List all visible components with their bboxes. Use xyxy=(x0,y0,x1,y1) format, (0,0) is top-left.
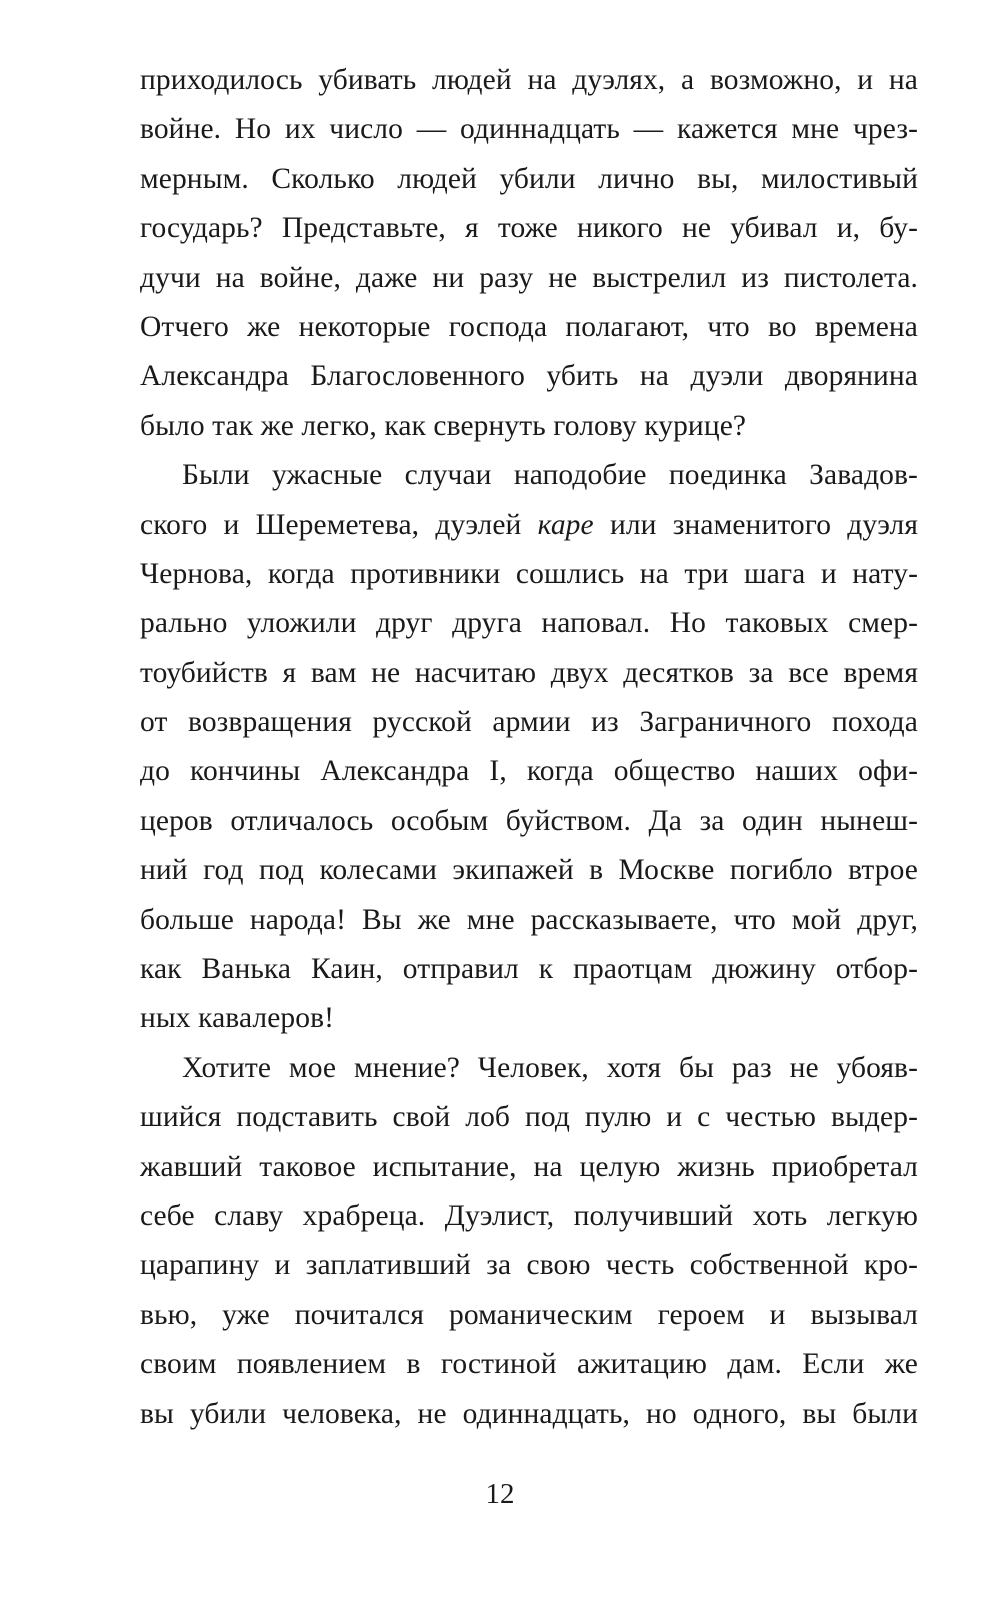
text-line: вы убили человека, не одиннадцать, но одного, вы были xyxy=(140,1397,918,1430)
text-line: больше народа! Вы же мне рассказываете, что мой друг, xyxy=(140,903,918,936)
text-line: шийся подставить свой лоб под пулю и с честью выдер- xyxy=(140,1101,918,1134)
text-line: вью, уже почитался романическим героем и вызывал xyxy=(140,1298,918,1331)
text-line xyxy=(140,501,918,550)
text-line: ний год под колесами экипажей в Москве погибло втрое xyxy=(140,854,918,887)
text-line: приходилось убивать людей на дуэлях, а возможно, и на xyxy=(140,64,918,96)
text-line: мерным. Сколько людей убили лично вы, милостивый xyxy=(140,162,918,195)
body-text xyxy=(140,56,918,1439)
text-line: себе славу храбреца. Дуэлист, получивший хоть легкую xyxy=(140,1199,918,1232)
text-line: от возвращения русской армии из Заграничного похода xyxy=(140,706,918,739)
text-line: Александра Благословенного убить на дуэли дворянина xyxy=(140,360,918,393)
text-line: рально уложили друг друга наповал. Но таковых смер- xyxy=(140,607,918,640)
text-line: жавший таковое испытание, на целую жизнь приобретал xyxy=(140,1150,918,1183)
text-line: дучи на войне, даже ни разу не выстрелил из пистолета. xyxy=(140,261,918,294)
text-line: как Ванька Каин, отправил к праотцам дюжину отбор- xyxy=(140,953,918,986)
text-line: Были ужасные случаи наподобие поединка Завадов- xyxy=(182,459,918,492)
text-line: Чернова, когда противники сошлись на три шага и нату- xyxy=(140,557,918,590)
text-line: Хотите мое мнение? Человек, хотя бы раз не убояв- xyxy=(182,1051,918,1084)
text-line: войне. Но их число — одиннадцать — кажется мне чрез- xyxy=(140,113,918,146)
text-run: ского и Шереметева, дуэлей xyxy=(140,508,538,541)
text-line: царапину и заплативший за свою честь собственной кро- xyxy=(140,1249,918,1282)
text-line: было так же легко, как свернуть голову курице? xyxy=(140,409,747,442)
text-run: или знаменитого дуэля xyxy=(593,508,918,541)
text-line: своим появлением в гостиной ажитацию дам. Если же xyxy=(140,1348,918,1381)
text-line: государь? Представьте, я тоже никого не убивал и, бу- xyxy=(140,212,918,245)
text-line: церов отличалось особым буйством. Да за один нынеш- xyxy=(140,804,918,837)
italic-word: каре xyxy=(537,508,594,541)
page-number: 12 xyxy=(485,1478,515,1510)
text-line: до кончины Александра I, когда общество наших офи- xyxy=(140,755,918,788)
text-line: ных кавалеров! xyxy=(140,1002,335,1035)
text-line: Отчего же некоторые господа полагают, что во времена xyxy=(140,310,918,343)
text-line: тоубийств я вам не насчитаю двух десятков за все время xyxy=(140,656,918,689)
